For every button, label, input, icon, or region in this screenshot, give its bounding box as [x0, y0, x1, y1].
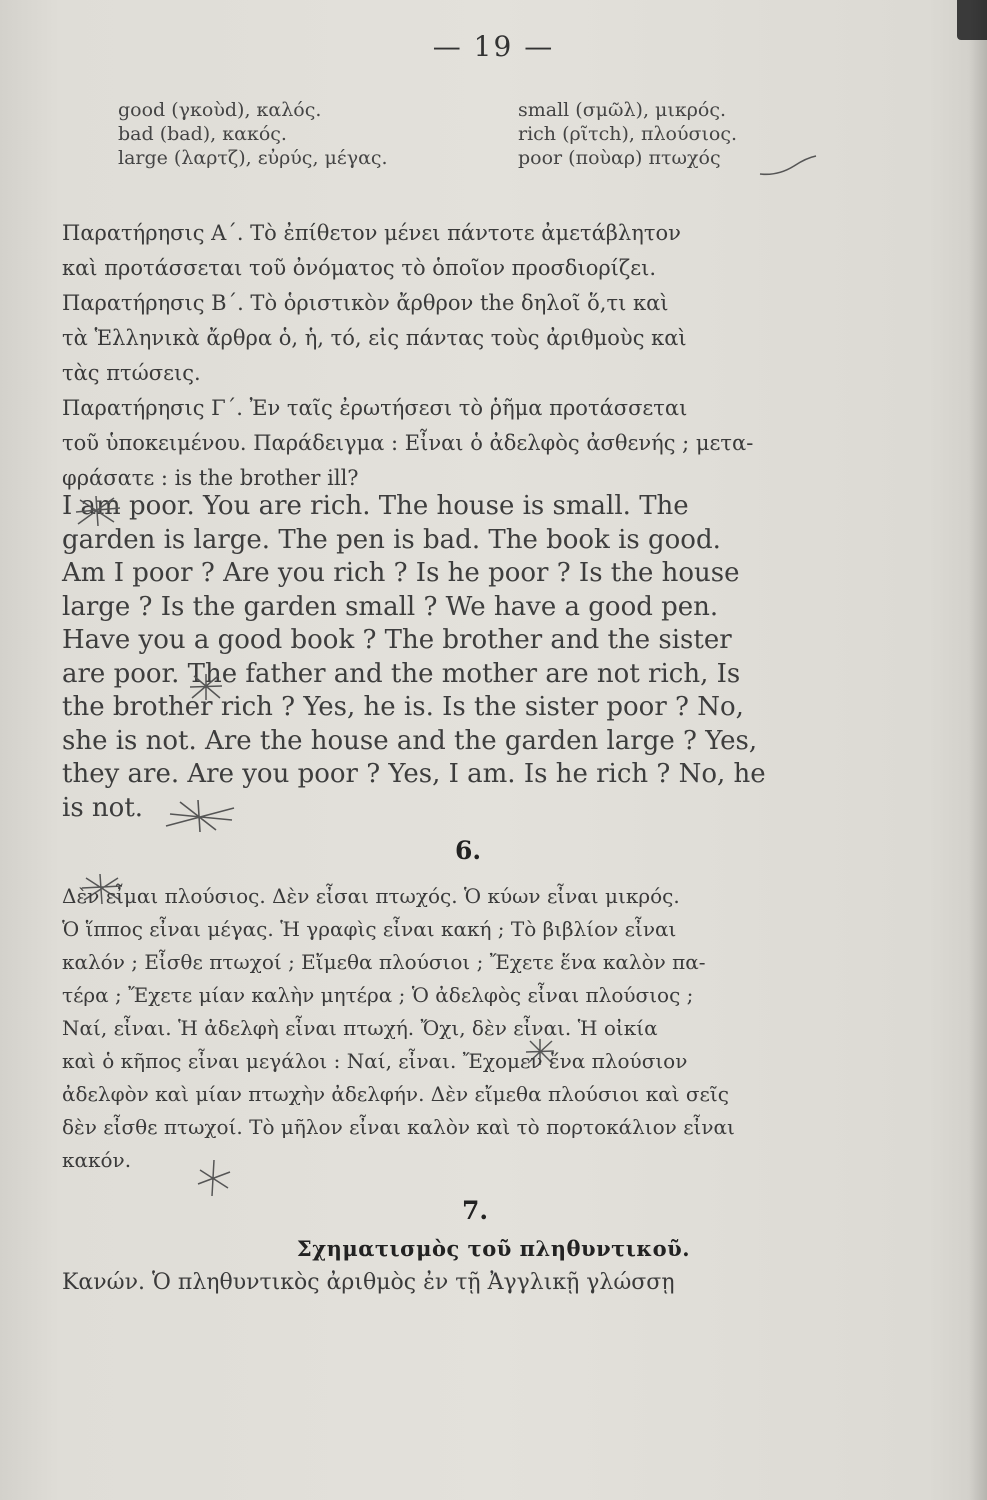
- vocabulary-left-column: [118, 98, 388, 170]
- pencil-tick-mark: [758, 152, 818, 182]
- page-number: — 19 —: [432, 30, 555, 63]
- handwritten-asterisk-mark: [188, 672, 224, 702]
- exercise-line: Ναί, εἶναι. Ἡ ἀδελφὴ εἶναι πτωχή. Ὄχι, δὲν εἶναι. Ἡ οἰκία: [62, 1016, 658, 1040]
- note-line: τὰς πτώσεις.: [62, 361, 201, 385]
- exercise-line: I am poor. You are rich. The house is small. The: [62, 491, 689, 521]
- exercise-line: δὲν εἶσθε πτωχοί. Τὸ μῆλον εἶναι καλὸν καὶ τὸ πορτοκάλιον εἶναι: [62, 1115, 735, 1139]
- vocab-entry: small (σμῶλ), μικρός.: [518, 99, 727, 121]
- note-line: τοῦ ὑποκειμένου. Παράδειγμα : Εἶναι ὁ ἀδελφὸς ἀσθενής ; μετα-: [62, 431, 754, 455]
- vocab-entry: large (λαρτζ), εὐρύς, μέγας.: [118, 147, 388, 169]
- exercise-line: garden is large. The pen is bad. The book is good.: [62, 524, 721, 555]
- vocab-entry: bad (bad), κακός.: [118, 123, 287, 145]
- exercise-line: they are. Are you poor ? Yes, I am. Is he rich ? No, he: [62, 759, 766, 789]
- exercise-number: 6.: [455, 836, 482, 865]
- exercise-line: are poor. The father and the mother are not rich, Is: [62, 658, 741, 689]
- exercise-line: καὶ ὁ κῆπος εἶναι μεγάλοι : Ναί, εἶναι. Ἔχομεν ἕνα πλούσιον: [62, 1049, 688, 1073]
- exercise-number: 7.: [462, 1196, 489, 1225]
- rule-text: Κανών. Ὁ πληθυντικὸς ἀριθμὸς ἐν τῇ Ἀγγλικῇ γλώσσῃ: [62, 1270, 675, 1295]
- greek-exercise: [62, 880, 862, 1177]
- vocab-entry: rich (ρῖτch), πλούσιος.: [518, 123, 738, 145]
- grammar-notes: [62, 216, 862, 496]
- exercise-line: the brother rich ? Yes, he is. Is the sister poor ? No,: [62, 692, 744, 722]
- english-exercise: [62, 490, 862, 825]
- note-line: Παρατήρησις Γ΄. Ἐν ταῖς ἐρωτήσεσι τὸ ῥῆμα προτάσσεται: [62, 396, 688, 420]
- exercise-line: is not.: [62, 792, 144, 823]
- note-line: Παρατήρησις Β΄. Τὸ ὁριστικὸν ἄρθρον the δηλοῖ ὅ,τι καὶ: [62, 291, 669, 315]
- exercise-line: large ? Is the garden small ? We have a good pen.: [62, 591, 719, 622]
- exercise-line: she is not. Are the house and the garden large ? Yes,: [62, 725, 758, 756]
- vocab-entry: good (γκοὺd), καλός.: [118, 99, 322, 121]
- exercise-line: Am I poor ? Are you rich ? Is he poor ? Is the house: [62, 558, 740, 588]
- note-line: Παρατήρησις Α΄. Τὸ ἐπίθετον μένει πάντοτε ἀμετάβλητον: [62, 221, 681, 245]
- note-line: φράσατε : is the brother ill?: [62, 466, 359, 490]
- handwritten-asterisk-mark: [160, 798, 240, 834]
- exercise-line: ἀδελφὸν καὶ μίαν πτωχὴν ἀδελφήν. Δὲν εἴμεθα πλούσιοι καὶ σεῖς: [62, 1082, 729, 1106]
- exercise-line: Have you a good book ? The brother and the sister: [62, 625, 732, 655]
- page-edge-shadow: [969, 0, 987, 1500]
- exercise-line: Ὁ ἵππος εἶναι μέγας. Ἡ γραφὶς εἶναι κακή ; Τὸ βιβλίον εἶναι: [62, 917, 677, 941]
- exercise-line: Δὲν εἶμαι πλούσιος. Δὲν εἶσαι πτωχός. Ὁ κύων εἶναι μικρός.: [62, 884, 680, 908]
- note-line: τὰ Ἑλληνικὰ ἄρθρα ὁ, ἡ, τό, εἰς πάντας τοὺς ἀριθμοὺς καὶ: [62, 326, 687, 350]
- exercise-line: κακόν.: [62, 1148, 132, 1172]
- note-line: καὶ προτάσσεται τοῦ ὀνόματος τὸ ὁποῖον προσδιορίζει.: [62, 256, 657, 280]
- handwritten-asterisk-mark: [74, 494, 124, 528]
- vocabulary-right-column: [518, 98, 737, 170]
- vocab-entry: poor (ποὺαρ) πτωχός: [518, 147, 721, 169]
- exercise-line: τέρα ; Ἔχετε μίαν καλὴν μητέρα ; Ὁ ἀδελφὸς εἶναι πλούσιος ;: [62, 983, 694, 1007]
- exercise-line: καλόν ; Εἶσθε πτωχοί ; Εἴμεθα πλούσιοι ; Ἔχετε ἕνα καλὸν πα-: [62, 950, 706, 974]
- section-heading: Σχηματισμὸς τοῦ πληθυντικοῦ.: [296, 1236, 691, 1261]
